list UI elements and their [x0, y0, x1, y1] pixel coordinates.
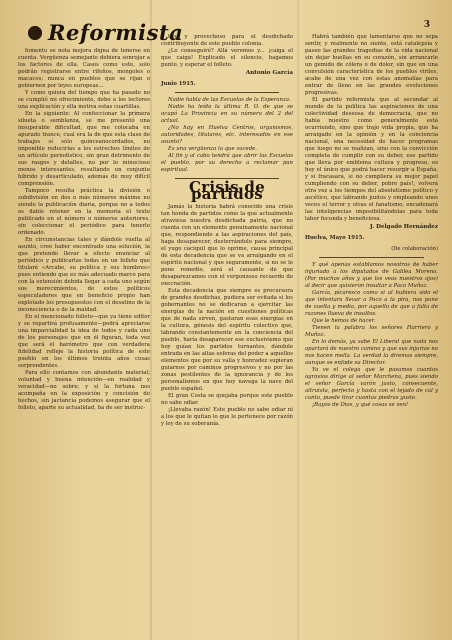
col1-paragraph: En circunstancias tales y dándole vuelta al asunto, creo haber encontrado una solución, la que pretendo llevar a efecto enunciar al periódico y publicarlas todas en un folleto que titularé «Arcabe, su política y sus hombres» pues entiendo que es más adecuado marco para con la extensión debida llegar a cada uno según sus merecimientos, de estos políticos especuladores que en beneficio propio han explotado los presupuestos con el desatino de la inconsciencia o de la maldad. — [18, 237, 150, 313]
italic-note: Nadie habla de las Escuelas de la Esperanza. — [168, 97, 291, 103]
italic-note: Tienen la palabra los señores Harriero y Muñoz. — [305, 325, 438, 338]
col1-paragraph: Y como quiera del tiempo que ha pasado no se cumplió mi ofrecimiento, debo a los lectores una explicación y ella motiva estas cuartillas. — [18, 90, 150, 110]
col1-paragraph: Tampoco resulta práctica la división o subdivisión en dos o más números máxime no siendo la publicación diaria, porque no a todos es dable retener en la memoria el texto publicado en el número o números anteriores, sin coleccionar el periódico para tenerlo ordenado. — [18, 188, 150, 236]
col2-paragraph: ¿Lo conseguiré? Allá veremos y... ¡caiga el que caiga! Explicado el silencio, hagamos punto, y esperar el folleto. — [161, 48, 293, 68]
italic-note: ¿No hay en Huelva Centros, organismos, autoridades, titulares, etc. interesados en ese asunto? — [161, 125, 293, 145]
logo-emblem-icon — [24, 22, 46, 44]
italic-note: García, pícaresco como si al hubiera sido el que intentara llevar a Paco a la pira, nos pone de vuelta y media, por aquello de que a falta de razones llueva de insultos. — [305, 290, 438, 317]
col1-paragraph: Para ello contamos con abundante material; voluntad y buena intención—en realidad y veracidad—no sobre; y si la fortuna nos acompaña en la exposición y concisión de hechos, sin jactancia podemos asegurar que el folleto, aparte su actualidad, ha de ser instruc- — [18, 370, 150, 411]
column-2 — [161, 34, 293, 428]
section-divider — [319, 257, 424, 258]
collaboration-note: (De colaboración) — [391, 246, 438, 252]
section-divider — [175, 92, 279, 93]
column-1 — [18, 48, 150, 412]
italic-note: Y qué apenas establamos nosotros de haber injuriado a los diputados de Galilea Moreno. (Por muchos años y que los veas nuestros ojos) al decir que quisieron insultar a Paco Muñoz. — [305, 262, 438, 289]
article-signature: J. Delgado Hernández — [370, 224, 438, 230]
italic-note: Al fin y al cabo tendrá que abrir las Escuelas el pueblo, por su derecho a reclamar pan espiritual. — [161, 153, 293, 173]
article-dateline: Junio 1915. — [161, 81, 196, 87]
italic-note: ¡Rayos de Dios, y qué cosas se ven! — [312, 402, 409, 408]
page-fold-shadow — [150, 0, 152, 640]
masthead-logo — [18, 18, 184, 48]
col1-paragraph: fomento se nota mejora digna de tenerse en cuenta. Vergüenza semejante debiera sonrojar a los factores de ella. Casos como este, solo podrán registrarse entre rifeños, mongoles o macacos; nunca en pueblos que se rijan o gobiernen por leyes europeas... — [18, 48, 150, 89]
col2-paragraph: tivo y provechoso para el desdichado contribuyente de este pueblo colonia. — [161, 34, 293, 47]
col1-paragraph: En el mencionado folleto—que ya tiene editor y se repartirá profusamente—podrá apreciarse una imparcialidad la idea de todos y cada uno de los personajes que en él figuran, toda vez que será el barómetro que con verdadera fidelidad refleje la historia política de este pueblo en los últimos treinta años cosas sorprendentes. — [18, 314, 150, 369]
page-number: 3 — [423, 20, 430, 30]
article-dateline: Huelva, Mayo 1915. — [305, 235, 365, 241]
article-headline: Crisis de partidos — [188, 178, 266, 203]
col1-paragraph: En la siguiente: Al confeccionar la primera silueta o semblanza, se me presentó una insuperable dificultad, que me colocaba en apurado trance, cual era la de que esta clase de trabajos sí sólo quinceanocordados, no imponible reducirlas a los estrechos límites de un artículo periodístico, sin gran detrimento de sus rasgos y detalles, no por lo minucioso menos interesantes, resultando un conjunto híbrido y desarticulado, además de muy difícil comprensión. — [18, 111, 150, 187]
italic-note: Ya ve el colega que le pasamos cuantos agravios dirige al señor Marchena, pues siendo el señor García varón justo, consecuente, altruista, perfecto y hasta con el tejado de cal y canto, puede tirar cuantas piedras guste. — [305, 367, 438, 401]
italic-note: Nadie ha leído la última R. O. de que se ocupó La Provincia en su número del 2 del actual. — [161, 104, 293, 124]
italic-note: Es una vergüenza lo que sucede. — [168, 146, 257, 152]
column-fold-shadow — [297, 0, 299, 640]
italic-note: En lo demás, ya sabe El Liberal que nada nos apartará de nuestro camino y que sus injurias no nos hacen mella. La verdad la diremos siempre, aunque se enfade su Director. — [305, 339, 438, 366]
italic-notes — [161, 97, 293, 174]
col2-paragraph: Esta decadencia que siempre es precursora de grandes desdichas, pudiera ser evitada si los gobernantes no se dedicaran a ejercitar las energías de la nación en cuestiones políticas que de nada sirven, gastaran esas energías en la cultura, génesis del espíritu colectivo que, labrando constantemente en la conciencia del pueblo, haría desaparecer ese exclusivismo que hoy guían los partidos turnantes, dándole entrada en las altas esferas del poder a aquellos elementos que por su valía y honradez supieran guiarnos por caminos progresivos y no por las zonas pestilentes de la ignorancia y de los personalismos en que hoy navega la nave del pueblo español. — [161, 288, 293, 392]
col2-paragraph: El gran Costa se quejaba porque este pueblo no sabe odiar. — [161, 393, 293, 406]
col2-paragraph: ¡Llevaba razón! Este pueblo no sabe odiar ni a los que le quitan lo que le pertenece por razón y ley de su soberanía. — [161, 407, 293, 427]
col3-paragraph: El partido reformista que al secundar al mundo de la política las aspiraciones de una colectividad deseosa de democracia, que no había nuestro como generalmente está ocurriendo, sino que trajo vida propia, que ha arraigado en la opinión y en la conciencia nacional, una necesidad de hacer programas que luego no se realizan, sino con la convicción completa de cumplir con su deber, ese partido que lleva por emblema cultura y progreso, es hoy el único que podrá hacer resurgir a España, y si fracasara, si no cumpliera su mejor papel cumpliendo con su deber, pobre país!, volverá otra vez a los tiempos del absolutismo político y ascético, que labrando juntos y empleando unos veces el terror y otras el fanatismo, encadenará las inteligencias imposibilitándolas para toda labor fecunda y beneficiosa. — [305, 97, 438, 222]
italic-notes — [305, 262, 438, 409]
col2-paragraph: Jamás la historia habrá conocido una crisis tan honda de partidos como la que actualmente atraviesa nuestra desdichada patria, que no cuenta con un elemento genuinamente nacional que, respondiendo a las aspiraciones del país, haga desaparecer, desterrándolo para siempre, el yugo caciquil que lo oprime, causa principal de esta decadencia que se va arraigando en el espíritu nacional y que seguramente, si no se le pone remedio, será el causante de que desaparezcamos con el vergonzoso recuerdo de execración. — [161, 204, 293, 287]
italic-note: Que le hemos de hacer. — [312, 318, 376, 324]
column-3 — [305, 34, 438, 409]
article-signature: Antonio García — [245, 70, 293, 76]
logo-text: Reformista — [48, 20, 184, 45]
col3-paragraph: Habrá también que lamentarse que no sepa sentir, y realmente no siente, está catalepsia y paseo las grandes tragedias de la vida nacional sin dejar huellas en su corazón, sin arrancarle un gemido de cólera o de dolor, sin que en una convulsión característica de los pueblos viriles, acabe de una vez con estas anomalías para entrar de lleno en las grandes evoluciones progresivas. — [305, 34, 438, 96]
